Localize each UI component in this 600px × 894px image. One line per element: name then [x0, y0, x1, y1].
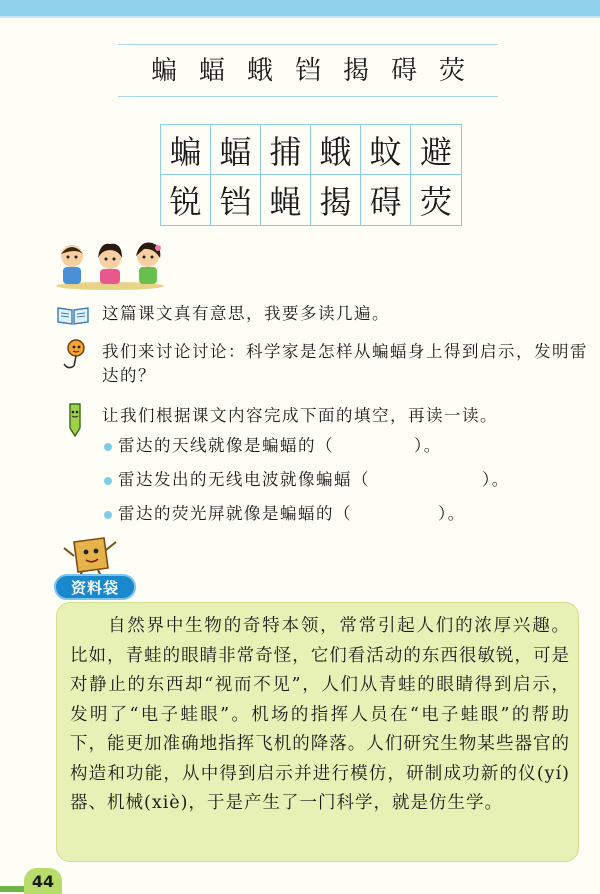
writing-grid	[160, 124, 462, 226]
fill-blank-open: （	[352, 470, 370, 489]
write-char: 碍	[361, 175, 411, 225]
read-char: 碍	[391, 55, 418, 86]
fill-blank-prefix: 雷达发出的无线电波就像蝙蝠	[118, 470, 352, 489]
prompt-text: 这篇课文真有意思，我要多读几遍。	[102, 304, 390, 323]
read-char: 蝠	[198, 55, 225, 86]
write-char: 铛	[211, 175, 261, 225]
read-char: 蛾	[246, 55, 273, 86]
resource-label: 资料袋	[54, 574, 136, 600]
fill-blank-close: ）。	[414, 436, 442, 455]
fill-blank-prefix: 雷达的荧光屏就像是蝙蝠的	[118, 504, 334, 523]
prompt-text: 让我们根据课文内容完成下面的填空，再读一读。	[102, 406, 498, 425]
read-characters-row	[118, 48, 498, 88]
fill-blank-prefix: 雷达的天线就像是蝙蝠的	[118, 436, 316, 455]
children-illustration	[54, 240, 166, 290]
write-char: 蝙	[161, 125, 211, 175]
read-char: 铛	[294, 55, 321, 86]
write-char: 蛾	[311, 125, 361, 175]
bullet-dot	[104, 477, 112, 485]
pencil-icon	[62, 402, 88, 438]
fill-blank-3	[104, 500, 466, 524]
write-char: 揭	[311, 175, 361, 225]
write-char: 避	[411, 125, 461, 175]
page-number: 44	[24, 868, 62, 894]
read-char: 蝙	[150, 55, 177, 86]
write-char: 蝠	[211, 125, 261, 175]
write-char: 蚊	[361, 125, 411, 175]
fill-blank-open: （	[334, 504, 352, 523]
resource-text: 自然界中生物的奇特本领，常常引起人们的浓厚兴趣。比如，青蛙的眼睛非常奇怪，它们看活动的东西很敏锐，可是对静止的东西却“视而不见”，人们从青蛙的眼睛得到启示，发明了“电子蛙眼”。机场的指挥人员在“电子蛙眼”的帮助下，能更加准确地指挥飞机的降落。人们研究生物某些器官的构造和功能，从中得到启示并进行模仿，研制成功新的仪(yí)器、机械(xiè)，于是产生了一门科学，就是仿生学。	[70, 616, 570, 813]
microphone-icon	[60, 338, 90, 372]
fill-blank-close: ）。	[438, 504, 466, 523]
read-char: 揭	[343, 55, 370, 86]
write-char: 蝇	[261, 175, 311, 225]
book-icon	[56, 304, 90, 326]
fill-blank-2	[104, 466, 510, 490]
bullet-dot	[104, 443, 112, 451]
fill-blank-1	[104, 432, 442, 456]
read-char: 荧	[439, 55, 466, 86]
write-char: 捕	[261, 125, 311, 175]
read-chars-top-rule	[118, 44, 498, 45]
fill-blank-open: （	[316, 436, 334, 455]
fill-blank-close: ）。	[482, 470, 510, 489]
top-color-band	[0, 0, 600, 16]
bullet-dot	[104, 511, 112, 519]
prompt-text: 我们来讨论讨论：科学家是怎样从蝙蝠身上得到启示，发明雷达的？	[102, 342, 588, 385]
write-char: 锐	[161, 175, 211, 225]
read-chars-bottom-rule	[118, 96, 498, 97]
write-char: 荧	[419, 183, 452, 221]
